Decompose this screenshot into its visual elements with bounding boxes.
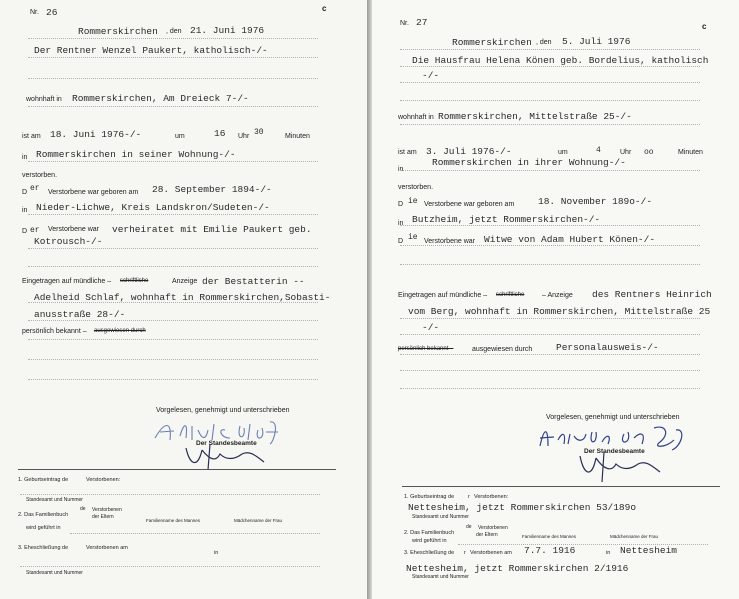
footer-2-verstorbenen: Verstorbenen: [478, 525, 508, 531]
registry-date: 5. Juli 1976: [562, 36, 631, 47]
death-minutes: oo: [644, 148, 654, 157]
footer-2-mann: Familienname des Mannes: [146, 518, 201, 523]
anzeige-label: Anzeige: [172, 278, 198, 285]
record-number: 26: [46, 7, 58, 18]
minuten-label: Minuten: [285, 133, 310, 140]
place-of-death: Rommerskirchen in ihrer Wohnung-/-: [432, 157, 626, 168]
registry-city: Rommerskirchen: [78, 26, 158, 37]
in-label: in: [398, 166, 404, 173]
ist-am-label: ist am: [398, 149, 417, 156]
den-label: , den: [166, 28, 182, 35]
rule: [28, 38, 318, 39]
place-of-death: Rommerskirchen in seiner Wohnung-/-: [36, 149, 236, 160]
gender-suffix: er: [30, 184, 40, 193]
footer-3-label: 3. Eheschließung de: [404, 550, 455, 556]
nr-label: Nr.: [30, 9, 39, 16]
anzeige-label: – Anzeige: [542, 292, 573, 299]
bekannt-struck: persönlich bekannt –: [398, 346, 454, 352]
ist-am-label: ist am: [22, 133, 41, 140]
death-hour: 4: [596, 146, 601, 155]
footer-divider: [18, 469, 336, 470]
footer-1-label: 1. Geburtseintrag de: [18, 477, 69, 483]
den-label: , den: [536, 39, 552, 46]
status-label: Verstorbene war: [424, 238, 475, 245]
footer-2-de: de: [80, 506, 86, 512]
rule: [400, 225, 700, 226]
footer-2-mann: Familienname des Mannes: [522, 534, 577, 539]
rule: [28, 161, 318, 162]
rule: [400, 49, 700, 50]
rule: [400, 66, 700, 67]
ausgewiesen-struck: ausgewiesen durch: [94, 328, 146, 334]
bekannt-label: persönlich bekannt –: [22, 328, 87, 335]
footer-1-r: r: [468, 494, 470, 500]
rule: [400, 124, 700, 125]
birthplace: Butzheim, jetzt Rommerskirchen-/-: [412, 214, 601, 225]
nr-label: Nr.: [400, 20, 409, 27]
minuten-label: Minuten: [678, 149, 703, 156]
footer-2-gefuehrt: wird geführt in: [412, 538, 447, 544]
rule: [28, 302, 318, 303]
informant: des Rentners Heinrich: [592, 289, 712, 300]
footer-1-sub: Standesamt und Nummer: [26, 497, 83, 503]
rule: [28, 320, 318, 321]
rule: [28, 379, 318, 380]
registrar-signature: [572, 448, 662, 484]
footer-3-r: r: [464, 550, 466, 556]
standesbeamte-label: Der Standesbeamte: [196, 440, 257, 447]
residence: Rommerskirchen, Am Dreieck 7-/-: [72, 93, 249, 104]
id-document: Personalausweis-/-: [556, 342, 659, 353]
footer-2-label: 2. Das Familienbuch: [18, 512, 69, 518]
footer-2-frau: Mädchenname der Frau: [610, 534, 659, 539]
rule: [400, 82, 700, 83]
born-label: Verstorbene war geboren am: [424, 201, 515, 208]
death-hour: 16: [214, 128, 226, 139]
um-label: um: [558, 149, 568, 156]
informant: der Bestatterin --: [202, 276, 305, 287]
rule: [28, 266, 318, 267]
footer-1-label: 1. Geburtseintrag de: [404, 494, 455, 500]
corner-letter: c: [322, 4, 327, 13]
footer-1-verstorbenen: Verstorbenen:: [474, 494, 509, 500]
informant-2: Adelheid Schlaf, wohnhaft in Rommerskirchen,Sobasti-: [34, 292, 331, 303]
marital-status: verheiratet mit Emilie Paukert geb.: [112, 224, 312, 235]
footer-3-date: 7.7. 1916: [524, 545, 576, 556]
rule: [400, 388, 700, 389]
footer-1-verstorbenen: Verstorbenen:: [86, 477, 121, 483]
footer-3-am: Verstorbenen am: [470, 550, 512, 556]
rule: [400, 334, 700, 335]
footer-1-sub: Standesamt und Nummer: [412, 514, 469, 520]
rule: [70, 533, 320, 534]
footer-2-gefuehrt: wird geführt in: [26, 525, 61, 531]
residence: Rommerskirchen, Mittelstraße 25-/-: [438, 111, 632, 122]
gender-suffix: ie: [408, 197, 418, 206]
deceased-line-2: -/-: [422, 70, 440, 81]
standesbeamte-label: Der Standesbeamte: [584, 448, 645, 455]
rule: [28, 78, 318, 79]
d-label-2: D: [398, 238, 404, 245]
record-number: 27: [416, 17, 428, 28]
rule: [400, 354, 700, 355]
footer-3-place: Nettesheim: [620, 545, 678, 556]
wohnhaft-label: wohnhaft in: [26, 96, 62, 103]
footer-divider: [402, 486, 720, 487]
right-page-record-27: [372, 0, 739, 599]
rule: [28, 106, 318, 107]
rule: [400, 370, 700, 371]
informant-3: -/-: [422, 322, 440, 333]
corner-letter: c: [702, 22, 707, 31]
footer-3-am: Verstorbenen am: [86, 545, 128, 551]
footer-3-in: in: [214, 550, 219, 556]
rule: [400, 318, 700, 319]
footer-2-frau: Mädchenname der Frau: [234, 518, 283, 523]
ausgewiesen-label: ausgewiesen durch: [472, 346, 533, 353]
uhr-label: Uhr: [238, 133, 250, 140]
gender-suffix-2: ie: [408, 233, 418, 242]
death-date: 3. Juli 1976-/-: [426, 146, 512, 157]
registry-date: 21. Juni 1976: [190, 25, 265, 36]
informant-3: anusstraße 28-/-: [34, 309, 126, 320]
wohnhaft-label: wohnhaft in: [398, 114, 434, 121]
born-label: Verstorbene war geboren am: [48, 189, 139, 196]
rule: [28, 57, 318, 58]
d-label: D: [22, 189, 28, 196]
in-label: in: [22, 154, 28, 161]
d-label: D: [398, 201, 404, 208]
footer-2-verstorbenen: Verstorbenen: [92, 507, 122, 513]
verstorben-label: verstorben.: [22, 172, 58, 179]
d-label-2: D: [22, 228, 28, 235]
footer-3-sub: Standesamt und Nummer: [26, 570, 83, 576]
footer-3-sub: Standesamt und Nummer: [412, 574, 469, 580]
schriftliche-struck: schriftliche: [120, 278, 149, 284]
in-label-2: in: [22, 207, 28, 214]
footer-2-eltern: der Eltern: [92, 514, 114, 520]
marital-status-2: Kotrousch-/-: [34, 236, 103, 247]
footer-2-eltern: der Eltern: [476, 532, 498, 538]
rule: [28, 339, 318, 340]
registrar-signature: [180, 440, 270, 472]
left-page-record-26: [0, 0, 367, 599]
marital-status: Witwe von Adam Hubert Könen-/-: [484, 234, 656, 245]
deceased-line: Die Hausfrau Helena Könen geb. Bordelius, katholisch: [412, 55, 709, 66]
status-label: Verstorbene war: [48, 226, 99, 233]
rule: [28, 359, 318, 360]
rule: [400, 100, 700, 101]
um-label: um: [175, 133, 185, 140]
rule: [28, 214, 318, 215]
gender-suffix-2: er: [30, 226, 40, 235]
footer-3-label: 3. Eheschließung de: [18, 545, 69, 551]
vorgelesen-label: Vorgelesen, genehmigt und unterschrieben: [156, 407, 290, 414]
rule: [400, 264, 700, 265]
rule: [20, 494, 320, 495]
uhr-label: Uhr: [620, 149, 632, 156]
eingetragen-label: Eingetragen auf mündliche –: [22, 278, 112, 285]
deceased-line: Der Rentner Wenzel Paukert, katholisch-/-: [34, 45, 268, 56]
rule: [400, 170, 700, 171]
eingetragen-label: Eingetragen auf mündliche –: [398, 292, 488, 299]
rule: [28, 248, 318, 249]
birthplace: Nieder-Lichwe, Kreis Landskron/Sudeten-/-: [36, 202, 270, 213]
footer-3-in: in: [606, 550, 611, 556]
birth-date: 18. November 189o-/-: [538, 196, 653, 207]
footer-2-label: 2. Das Familienbuch: [404, 530, 455, 536]
verstorben-label: verstorben.: [398, 184, 434, 191]
rule: [20, 566, 320, 567]
death-minutes: 30: [254, 128, 264, 137]
footer-2-de: de: [466, 524, 472, 530]
death-date: 18. Juni 1976-/-: [50, 129, 142, 140]
footer-3-value: Nettesheim, jetzt Rommerskirchen 2/1916: [406, 563, 629, 574]
footer-1-value: Nettesheim, jetzt Rommerskirchen 53/189o: [408, 502, 637, 513]
schriftliche-struck: schriftliche: [496, 292, 525, 298]
registry-city: Rommerskirchen: [452, 37, 532, 48]
rule: [400, 245, 700, 246]
vorgelesen-label: Vorgelesen, genehmigt und unterschrieben: [546, 414, 680, 421]
in-label-2: in: [398, 220, 404, 227]
informant-2: vom Berg, wohnhaft in Rommerskirchen, Mittelstraße 25: [408, 306, 711, 317]
birth-date: 28. September 1894-/-: [152, 184, 272, 195]
